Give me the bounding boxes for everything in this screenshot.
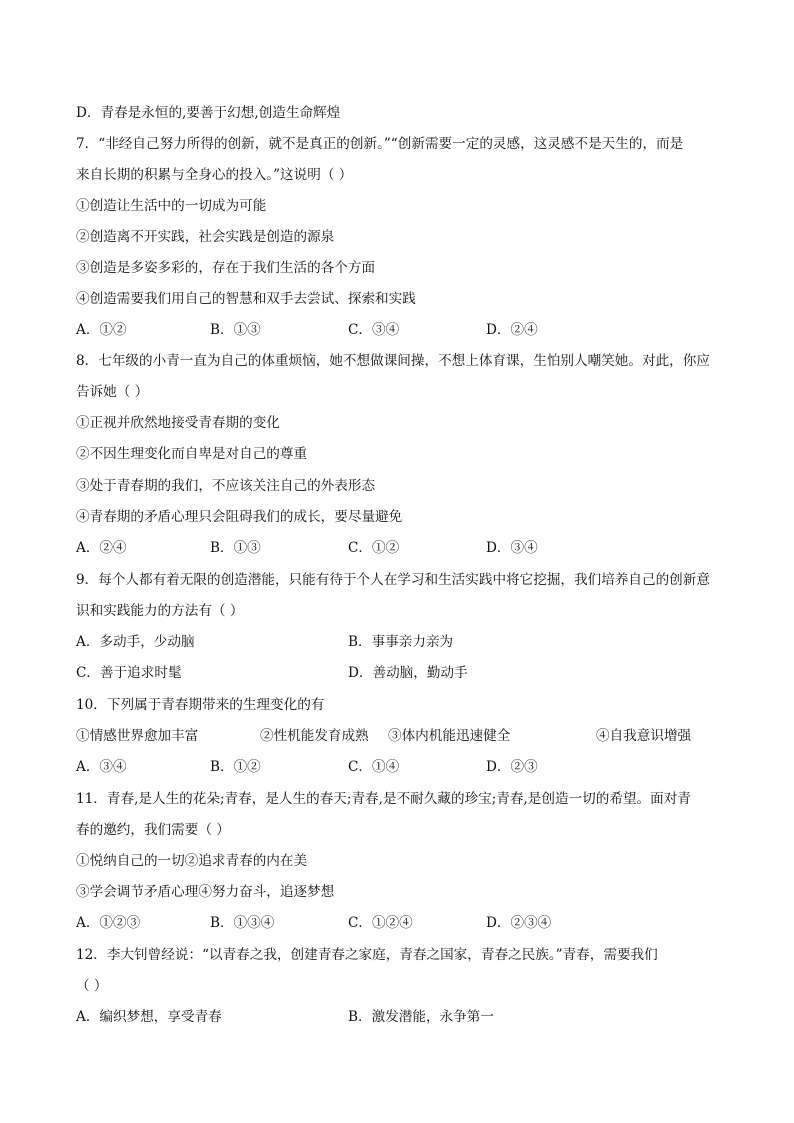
q7-stem-line1: 7．“非经自己努力所得的创新，就不是真正的创新。”“创新需要一定的灵感，这灵感不是天生的，而是: [76, 136, 684, 152]
q12-option-a: A．编织梦想，享受青春: [76, 1009, 222, 1025]
q10-option-b: B．①②: [210, 759, 261, 775]
q8-item-1: ①正视并欣然地接受青春期的变化: [76, 415, 280, 431]
q10-stem-line1: 10．下列属于青春期带来的生理变化的有: [76, 697, 325, 713]
q10-item-2: ②性机能发育成熟: [260, 728, 369, 744]
q10-option-a: A．③④: [76, 759, 127, 775]
q9-option-c: C．善于追求时髦: [76, 665, 182, 681]
q8-option-a: A．②④: [76, 540, 127, 556]
q11-stem-line1: 11．青春,是人生的花朵;青春，是人生的春天;青春,是不耐久藏的珍宝;青春,是创造一切的希望。面对青: [76, 791, 691, 807]
q11-item-1: ①悦纳自己的一切②追求青春的内在美: [76, 853, 308, 869]
q9-stem-line2: 识和实践能力的方法有（ ）: [76, 603, 244, 619]
q9-stem-line1: 9．每个人都有着无限的创造潜能，只能有待于个人在学习和生活实践中将它挖掘，我们培养自己的创新意: [76, 572, 710, 588]
q10-option-c: C．①④: [348, 759, 400, 775]
q9-option-a: A．多动手，少动脑: [76, 634, 195, 650]
q8-item-3: ③处于青春期的我们，不应该关注自己的外表形态: [76, 478, 376, 494]
q7-option-d: D．②④: [486, 322, 538, 338]
q12-stem-line1: 12．李大钊曾经说：“以青春之我，创建青春之家庭，青春之国家，青春之民族。”青春，需要我们: [76, 947, 658, 963]
q11-option-a: A．①②③: [76, 915, 141, 931]
q8-item-4: ④青春期的矛盾心理只会阻碍我们的成长，要尽量避免: [76, 509, 403, 525]
q8-option-b: B．①③: [210, 540, 261, 556]
q12-option-b: B．激发潜能，永争第一: [348, 1009, 494, 1025]
q7-option-b: B．①③: [210, 322, 261, 338]
q11-option-b: B．①③④: [210, 915, 275, 931]
q7-option-c: C．③④: [348, 322, 400, 338]
q7-item-3: ③创造是多姿多彩的，存在于我们生活的各个方面: [76, 260, 376, 276]
q8-option-d: D．③④: [486, 540, 538, 556]
q10-item-4: ④自我意识增强: [596, 728, 692, 744]
q7-stem-line2: 来自长期的积累与全身心的投入。”这说明（ ）: [76, 167, 353, 183]
q8-stem-line2: 告诉她（ ）: [76, 384, 149, 400]
q11-stem-line2: 春的邀约，我们需要（ ）: [76, 822, 230, 838]
q9-option-b: B．事事亲力亲为: [348, 634, 454, 650]
q11-option-d: D．②③④: [486, 915, 552, 931]
q7-item-2: ②创造离不开实践，社会实践是创造的源泉: [76, 229, 335, 245]
q11-option-c: C．①②④: [348, 915, 413, 931]
q8-option-c: C．①②: [348, 540, 400, 556]
q7-option-a: A．①②: [76, 322, 127, 338]
q7-item-1: ①创造让生活中的一切成为可能: [76, 198, 267, 214]
q8-item-2: ②不因生理变化而自卑是对自己的尊重: [76, 446, 308, 462]
q9-option-d: D．善动脑，勤动手: [348, 665, 468, 681]
q12-stem-line2: （ ）: [76, 978, 108, 994]
q10-option-d: D．②③: [486, 759, 538, 775]
q7-item-4: ④创造需要我们用自己的智慧和双手去尝试、探索和实践: [76, 291, 416, 307]
q10-item-3: ③体内机能迅速健全: [388, 728, 511, 744]
q11-item-2: ③学会调节矛盾心理④努力奋斗，追逐梦想: [76, 884, 335, 900]
q6-option-d: D．青春是永恒的,要善于幻想,创造生命辉煌: [76, 105, 341, 121]
q10-item-1: ①情感世界愈加丰富: [76, 728, 199, 744]
q8-stem-line1: 8．七年级的小青一直为自己的体重烦恼，她不想做课间操，不想上体育课，生怕别人嘲笑她。对此，你应: [76, 353, 710, 369]
